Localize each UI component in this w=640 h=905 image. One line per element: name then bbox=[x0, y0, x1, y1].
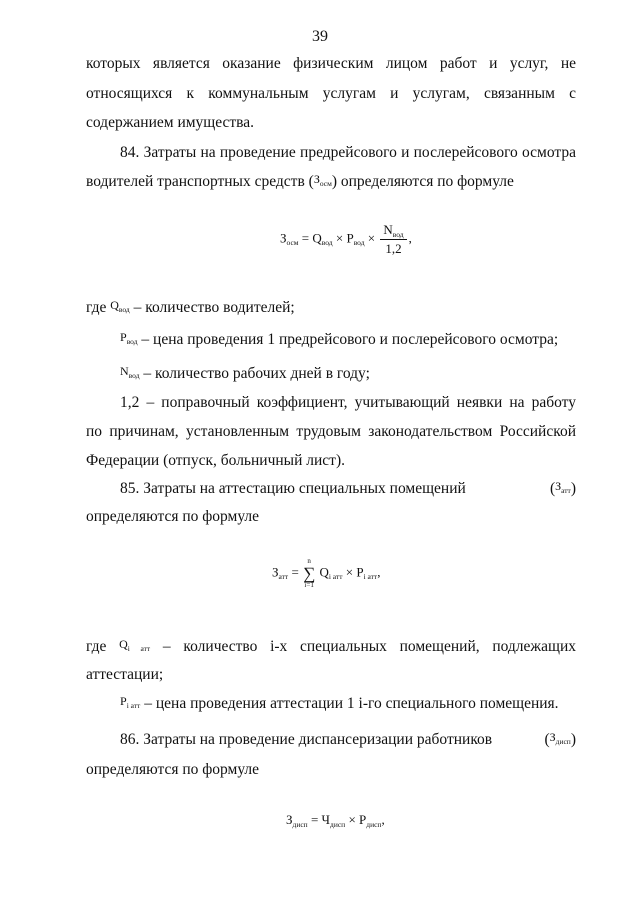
page-number: 39 bbox=[312, 28, 328, 45]
where-q-vod: где $Q_{вод}$ – количество водителей; bbox=[86, 298, 295, 316]
paragraph-84-line1: 84. Затраты на проведение предрейсового и послерейсового осмотра bbox=[120, 144, 576, 161]
fraction: $\frac{N_{вод}}{1,2}$ bbox=[380, 222, 406, 257]
text-line: содержанием имущества. bbox=[86, 114, 255, 131]
paragraph-85-line2: определяются по формуле bbox=[86, 508, 260, 525]
formula-85: $З_{атт}$ = n ∑ i=1 $Q_{i атт} \times P_{i атт}$, bbox=[272, 557, 381, 589]
where-p-iatt: $P_{i атт}$ – цена проведения аттестации 1 i-го специального помещения. bbox=[120, 694, 559, 712]
paragraph-86-line1: 86. Затраты на проведение диспансеризации работников $(З_{дисп})$ bbox=[120, 730, 576, 748]
where-attestation: аттестации; bbox=[86, 666, 164, 683]
text-line: которых является оказание физическим лицом работ и услуг, не bbox=[86, 55, 576, 72]
coefficient-line3: Федерации (отпуск, больничный лист). bbox=[86, 452, 345, 469]
text-line: относящихся к коммунальным услугам и услугам, связанным с bbox=[86, 85, 576, 102]
formula-84: $З_{осм} = Q_{вод} \times P_{вод}$ × $\frac{N_{вод}}{1,2}$ , bbox=[280, 222, 412, 256]
where-n-vod: $N_{вод}$ – количество рабочих дней в году; bbox=[120, 364, 370, 382]
where-p-vod: $P_{вод}$ – цена проведения 1 предрейсового и послерейсового осмотра; bbox=[120, 330, 559, 348]
paragraph-85-line1: 85. Затраты на аттестацию специальных помещений $(З_{атт})$ bbox=[120, 479, 576, 497]
paragraph-86-line2: определяются по формуле bbox=[86, 761, 260, 778]
where-q-iatt: где $Q_{i атт}$ – количество i-х специальных помещений, подлежащих bbox=[86, 637, 576, 655]
coefficient-line2: по причинам, установленным трудовым законодательством Российской bbox=[86, 423, 576, 440]
summation-sign: n ∑ i=1 bbox=[303, 557, 316, 589]
symbol-z-osm: $З_{осм}$ bbox=[313, 172, 332, 188]
paragraph-84-line2: водителей транспортных средств $(З_{осм})$ определяются по формуле bbox=[86, 172, 514, 190]
formula-86: $З_{дисп} = Ч_{дисп} \times P_{дисп}$, bbox=[286, 812, 385, 829]
coefficient-line1: 1,2 – поправочный коэффициент, учитывающий неявки на работу bbox=[120, 394, 576, 411]
